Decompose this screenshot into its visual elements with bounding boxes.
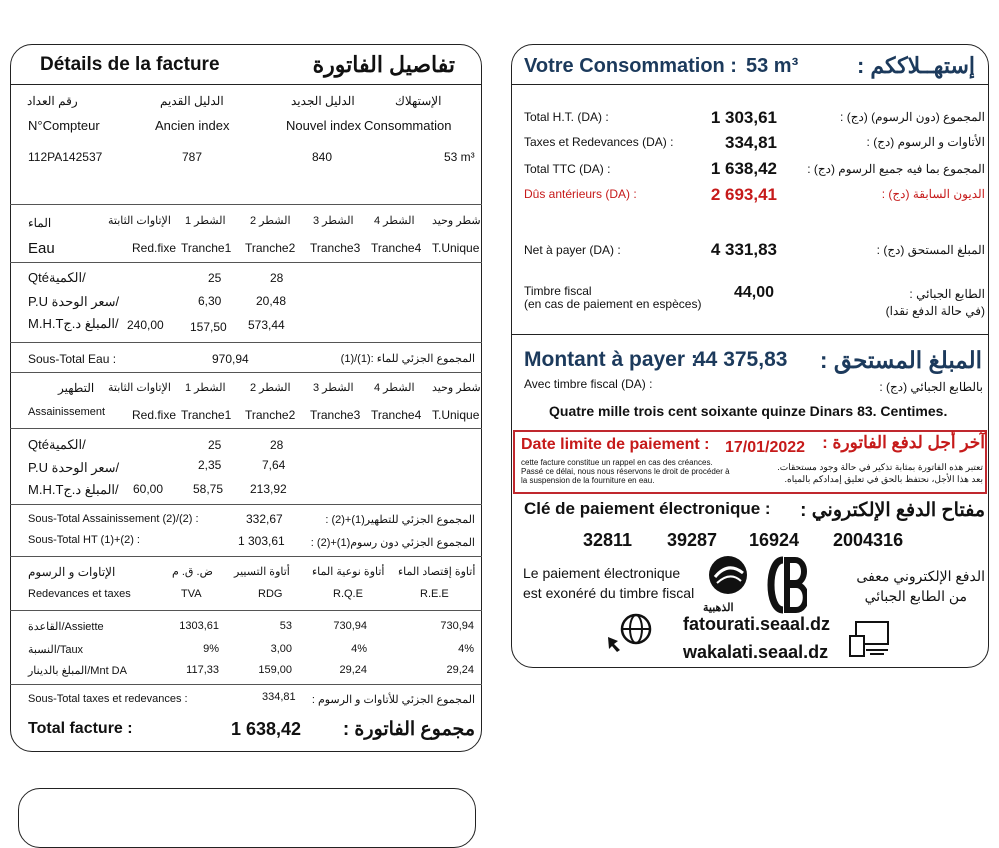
avec-timbre-label: Avec timbre fiscal (DA) : xyxy=(524,377,653,391)
assain-subtotal-value: 332,67 xyxy=(246,512,283,526)
consumption-value: 53 m³ xyxy=(746,55,799,77)
total-ht-value: 1 303,61 xyxy=(710,108,777,127)
amount-in-words: Quatre mille trois cent soixante quinze Dinars 83. Centimes. xyxy=(549,403,948,419)
avec-timbre-ar: بالطابع الجبائي (دج) : xyxy=(879,380,983,394)
eau-pu-t1: 6,30 xyxy=(198,294,222,308)
taxes-col-ar-0: ض. ق. م xyxy=(172,566,213,578)
taxes-row2-rdg: 159,00 xyxy=(258,664,292,676)
meter-header-ar-0: رقم العداد xyxy=(27,94,78,108)
eau-col-ar-2: الشطر 2 xyxy=(250,215,291,227)
epay-note-ar-1: الدفع الإلكتروني معفى xyxy=(856,568,985,584)
consumption-label-ar: إستهــلاككم : xyxy=(856,53,975,78)
timbre-fiscal-note: (en cas de paiement en espèces) xyxy=(524,297,702,311)
eau-subtotal-fr: Sous-Total Eau : xyxy=(28,352,117,366)
taxes-label-ar: الإتاوات و الرسوم xyxy=(28,565,116,579)
assain-qte-label: Qtéالكمية/ xyxy=(28,437,86,452)
net-a-payer-ar: المبلغ المستحق (دج) : xyxy=(876,243,985,257)
deadline-date: 17/01/2022 xyxy=(725,439,806,456)
deadline-note-fr-2: Passé ce délai, nous nous réservons le droit de procéder à xyxy=(521,467,730,476)
total-facture-label: Total facture : xyxy=(28,720,133,737)
timbre-fiscal-label: Timbre fiscal xyxy=(524,284,592,298)
total-ttc-value: 1 638,42 xyxy=(710,159,777,178)
eau-mht-fixe: 240,00 xyxy=(127,318,164,332)
edahabia-logo-text: الذهبية xyxy=(703,602,734,614)
taxes-subtotal-ar: المجموع الجزئي للأتاوات و الرسوم : xyxy=(311,694,475,706)
total-facture-ar: مجموع الفاتورة : xyxy=(342,719,475,740)
assain-label-fr: Assainissement xyxy=(28,406,106,418)
assain-pu-t1: 2,35 xyxy=(198,458,222,472)
taxes-row2-rqe: 29,24 xyxy=(339,664,367,676)
eau-col-ar-4: الشطر 4 xyxy=(374,215,415,227)
edahabia-logo-icon xyxy=(703,553,753,617)
timbre-fiscal-value: 44,00 xyxy=(733,284,774,301)
meter-header-ar-3: الإستهلاك xyxy=(395,94,442,108)
total-ttc-label: Total TTC (DA) : xyxy=(524,162,611,176)
meter-header-ar-2: الدليل الجديد xyxy=(291,94,355,108)
taxes-row1-tva: 9% xyxy=(203,643,219,655)
assain-subtotal-fr: Sous-Total Assainissement (2)/(2) : xyxy=(28,513,199,525)
taxes-row0-tva: 1303,61 xyxy=(179,620,219,632)
taxes-row0-rqe: 730,94 xyxy=(333,620,367,632)
taxes-col-fr-3: R.E.E xyxy=(420,588,449,600)
assain-qte-t2: 28 xyxy=(270,438,284,452)
assain-col-fr-1: Tranche1 xyxy=(181,408,232,422)
payment-code-4: 2004316 xyxy=(833,530,904,550)
assain-col-fr-5: T.Unique xyxy=(432,408,480,422)
devices-icon xyxy=(848,620,890,658)
eau-mht-t2: 573,44 xyxy=(248,318,285,332)
epay-note-fr-2: est exonéré du timbre fiscal xyxy=(523,585,695,601)
web-globe-icon xyxy=(604,611,654,653)
taxes-redevances-value: 334,81 xyxy=(725,133,777,152)
eau-col-ar-1: الشطر 1 xyxy=(185,215,226,227)
total-ht-label: Total H.T. (DA) : xyxy=(524,110,609,124)
taxes-col-fr-2: R.Q.E xyxy=(333,588,363,600)
wakalati-url[interactable]: wakalati.seaal.dz xyxy=(683,642,829,662)
montant-a-payer-label: Montant à payer : xyxy=(524,348,698,371)
meter-number: 112PA142537 xyxy=(28,150,103,164)
eau-qte-t1: 25 xyxy=(208,271,222,285)
taxes-col-ar-3: أتاوة إقتصاد الماء xyxy=(398,566,476,578)
epay-note-fr-1: Le paiement électronique xyxy=(523,565,681,581)
assain-col-fr-0: Red.fixe xyxy=(132,408,177,422)
assain-col-ar-2: الشطر 2 xyxy=(250,382,291,394)
assain-col-ar-4: الشطر 4 xyxy=(374,382,415,394)
deadline-label-fr: Date limite de paiement : xyxy=(521,436,710,453)
deadline-note-ar-1: تعتبر هذه الفاتورة بمثابة تذكير في حالة وجود مستحقات. xyxy=(777,462,983,472)
dus-anterieurs-label: Dûs antérieurs (DA) : xyxy=(524,187,637,201)
taxes-redevances-ar: الأتاوات و الرسوم (دج) : xyxy=(866,135,985,149)
taxes-subtotal-value: 334,81 xyxy=(262,691,296,703)
eau-col-fr-5: T.Unique xyxy=(432,241,480,255)
eau-subtotal-ar: المجموع الجزئي للماء :(1)/(1) xyxy=(340,353,475,365)
cib-logo-icon xyxy=(763,556,807,614)
net-a-payer-value: 4 331,83 xyxy=(710,240,777,259)
taxes-row-label-2: المبلغ بالدينار/Mnt DA xyxy=(28,665,127,677)
taxes-row0-rdg: 53 xyxy=(279,620,292,632)
subtotal-ht-fr: Sous-Total HT (1)+(2) : xyxy=(28,534,140,546)
eau-subtotal-value: 970,94 xyxy=(212,352,249,366)
taxes-row1-rqe: 4% xyxy=(351,643,367,655)
assain-mht-fixe: 60,00 xyxy=(133,482,164,496)
payment-code-3: 16924 xyxy=(749,530,800,550)
timbre-fiscal-ar-note: (في حالة الدفع نقدا) xyxy=(885,304,985,318)
meter-new-index: 840 xyxy=(312,150,333,164)
details-title-fr: Détails de la facture xyxy=(40,54,220,75)
deadline-note-ar-2: بعد هذا الأجل، نحتفظ بالحق في تعليق إمدادكم بالمياه. xyxy=(784,474,983,484)
taxes-redevances-label: Taxes et Redevances (DA) : xyxy=(524,135,674,149)
eau-qte-label: Qtéالكمية/ xyxy=(28,270,86,285)
assain-pu-t2: 7,64 xyxy=(262,458,286,472)
eau-pu-t2: 20,48 xyxy=(256,294,287,308)
assain-col-fr-2: Tranche2 xyxy=(245,408,296,422)
assain-mht-t1: 58,75 xyxy=(193,482,224,496)
meter-header-fr-3: Consommation xyxy=(364,118,452,133)
eau-pu-label: P.U سعر الوحدة/ xyxy=(28,294,120,309)
assain-qte-t1: 25 xyxy=(208,438,222,452)
fatourati-url[interactable]: fatourati.seaal.dz xyxy=(683,614,831,634)
cle-paiement-ar: مفتاح الدفع الإلكتروني : xyxy=(800,500,985,521)
deadline-note-fr-1: cette facture constitue un rappel en cas des créances. xyxy=(521,458,713,467)
assain-col-ar-3: الشطر 3 xyxy=(313,382,354,394)
eau-col-fr-1: Tranche1 xyxy=(181,241,232,255)
assain-col-ar-0: الإتاوات الثابتة xyxy=(108,382,171,394)
details-title-ar: تفاصيل الفاتورة xyxy=(312,52,455,77)
eau-label-ar: الماء xyxy=(28,216,52,230)
assain-col-fr-4: Tranche4 xyxy=(371,408,422,422)
epay-note-ar-2: من الطابع الجبائي xyxy=(864,588,967,604)
eau-col-ar-3: الشطر 3 xyxy=(313,215,354,227)
timbre-fiscal-ar: الطابع الجبائي : xyxy=(909,287,985,301)
dus-anterieurs-value: 2 693,41 xyxy=(710,185,777,204)
deadline-note-fr-3: la suspension de la fourniture en eau. xyxy=(521,476,655,485)
next-section-panel xyxy=(18,788,476,848)
total-ttc-ar: المجموع بما فيه جميع الرسوم (دج) : xyxy=(807,162,985,176)
subtotal-ht-ar: المجموع الجزئي دون رسوم(1)+(2) : xyxy=(310,537,475,549)
taxes-row2-tva: 117,33 xyxy=(186,664,219,676)
assain-col-fr-3: Tranche3 xyxy=(310,408,361,422)
taxes-subtotal-fr: Sous-Total taxes et redevances : xyxy=(28,693,188,705)
assain-subtotal-ar: المجموع الجزئي للتطهير(1)+(2) : xyxy=(325,514,475,526)
taxes-row-label-1: النسبة/Taux xyxy=(28,644,84,656)
meter-header-fr-1: Ancien index xyxy=(155,118,230,133)
payment-code-2: 39287 xyxy=(667,530,718,550)
eau-qte-t2: 28 xyxy=(270,271,284,285)
net-a-payer-label: Net à payer (DA) : xyxy=(524,243,621,257)
taxes-col-ar-2: أتاوة نوعية الماء xyxy=(312,566,385,578)
eau-label-fr: Eau xyxy=(28,240,55,257)
meter-consumption: 53 m³ xyxy=(444,150,475,164)
eau-col-ar-5: شطر وحيد xyxy=(432,215,481,227)
eau-col-fr-0: Red.fixe xyxy=(132,241,177,255)
assain-col-ar-1: الشطر 1 xyxy=(185,382,226,394)
eau-mht-label: M.H.Tالمبلغ د.ج/ xyxy=(28,316,119,331)
taxes-row-label-0: القاعدة/Assiette xyxy=(28,621,104,633)
eau-mht-t1: 157,50 xyxy=(190,320,227,334)
payment-code-1: 32811 xyxy=(583,530,633,550)
taxes-label-fr: Redevances et taxes xyxy=(28,588,131,600)
eau-col-fr-3: Tranche3 xyxy=(310,241,361,255)
total-facture-value: 1 638,42 xyxy=(231,719,302,739)
eau-col-fr-4: Tranche4 xyxy=(371,241,422,255)
total-ht-ar: المجموع (دون الرسوم) (دج) : xyxy=(840,110,985,124)
cle-paiement-label: Clé de paiement électronique : xyxy=(524,499,771,518)
assain-label-ar: التطهير xyxy=(58,381,95,395)
taxes-col-fr-1: RDG xyxy=(258,588,283,600)
taxes-row2-ree: 29,24 xyxy=(446,664,474,676)
taxes-col-ar-1: أتاوة التسيير xyxy=(234,566,290,578)
eau-col-fr-2: Tranche2 xyxy=(245,241,296,255)
taxes-row1-ree: 4% xyxy=(458,643,474,655)
meter-header-fr-0: N°Compteur xyxy=(28,118,100,133)
dus-anterieurs-ar: الديون السابقة (دج) : xyxy=(881,187,985,201)
consumption-label-fr: Votre Consommation : xyxy=(524,55,737,77)
meter-header-fr-2: Nouvel index xyxy=(286,118,362,133)
deadline-label-ar: آخر أجل لدفع الفاتورة : xyxy=(822,433,985,452)
subtotal-ht-value: 1 303,61 xyxy=(238,534,285,548)
assain-col-ar-5: شطر وحيد xyxy=(432,382,481,394)
assain-pu-label: P.U سعر الوحدة/ xyxy=(28,460,120,475)
assain-mht-label: M.H.Tالمبلغ د.ج/ xyxy=(28,482,119,497)
taxes-row1-rdg: 3,00 xyxy=(270,643,292,655)
assain-mht-t2: 213,92 xyxy=(250,482,287,496)
taxes-col-fr-0: TVA xyxy=(181,588,202,600)
montant-a-payer-ar: المبلغ المستحق : xyxy=(819,347,982,373)
eau-col-ar-0: الإتاوات الثابتة xyxy=(108,215,171,227)
taxes-row0-ree: 730,94 xyxy=(440,620,474,632)
meter-old-index: 787 xyxy=(182,150,203,164)
meter-header-ar-1: الدليل القديم xyxy=(160,94,224,108)
montant-a-payer-value: 44 375,83 xyxy=(694,348,788,371)
